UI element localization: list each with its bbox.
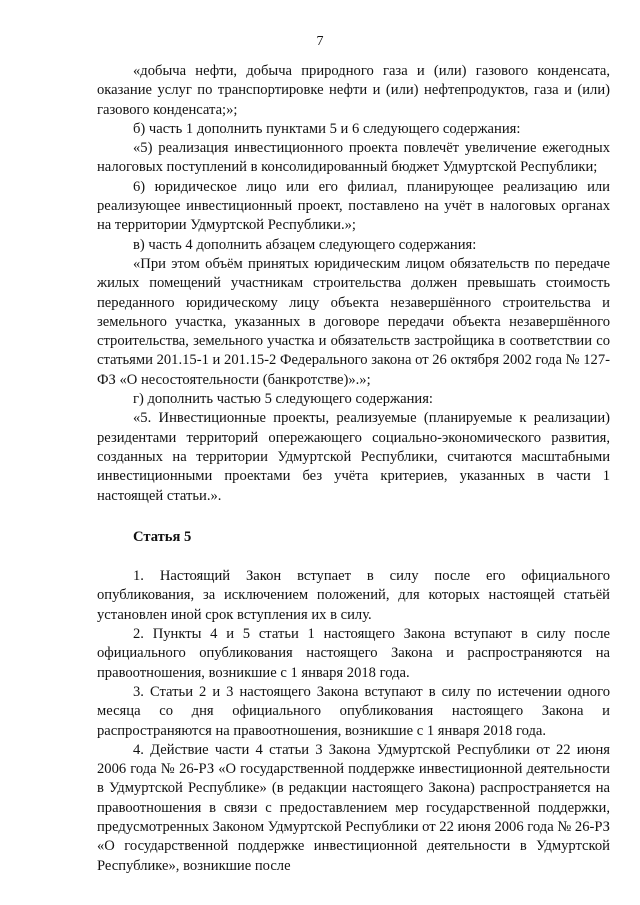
paragraph: «добыча нефти, добыча природного газа и (или) газового конденсата, оказание услуг по транспортировке нефти и (или) нефтепродуктов, газа и (или) газового конденсата;»; xyxy=(97,63,610,118)
article-paragraph: 1. Настоящий Закон вступает в силу после его официального опубликования, за исключением положений, для которых настоящей статьёй установлен иной срок вступления их в силу. xyxy=(97,568,610,623)
paragraph: г) дополнить частью 5 следующего содержания: xyxy=(133,391,433,408)
page-number: 7 xyxy=(316,34,324,49)
paragraph: «При этом объём принятых юридическим лицом обязательств по передаче жилых помещений участникам строительства должен превышать стоимость переданного юридическому лицу объекта незавершённого строительства и земельного участка, указанных в договоре передачи объекта незавершённого строительства, земельного участка и обязательств застройщика в соответствии со статьями 201.15-1 и 201.15-2 Федерального закона от 26 октября 2002 года № 127-ФЗ «О несостоятельности (банкротстве)».»; xyxy=(97,255,610,388)
paragraph: в) часть 4 дополнить абзацем следующего содержания: xyxy=(133,236,477,253)
article-paragraph: 3. Статьи 2 и 3 настоящего Закона вступают в силу по истечении одного месяца со дня официального опубликования настоящего Закона и распространяются на правоотношения, возникшие с 1 января 2018 года. xyxy=(97,683,610,739)
document-body xyxy=(97,62,610,876)
paragraph: 6) юридическое лицо или его филиал, планирующее реализацию или реализующее инвестиционный проект, поставлено на учёт в налоговых органах на территории Удмуртской Республики.»; xyxy=(97,178,610,234)
article-heading: Статья 5 xyxy=(133,528,192,545)
article-paragraph: 2. Пункты 4 и 5 статьи 1 настоящего Закона вступают в силу после официального опубликования настоящего Закона и распространяются на правоотношения, возникшие с 1 января 2018 года. xyxy=(97,626,610,681)
paragraph: «5. Инвестиционные проекты, реализуемые (планируемые к реализации) резидентами территорий опережающего социально-экономического развития, созданных на территории Удмуртской Республики, считаются масштабными инвестиционными проектами без учёта критериев, указанных в части 1 настоящей статьи.». xyxy=(97,410,610,504)
paragraph: б) часть 1 дополнить пунктами 5 и 6 следующего содержания: xyxy=(133,120,521,137)
paragraph: «5) реализация инвестиционного проекта повлечёт увеличение ежегодных налоговых поступлений в консолидированный бюджет Удмуртской Республики; xyxy=(97,140,610,176)
article-paragraph: 4. Действие части 4 статьи 3 Закона Удмуртской Республики от 22 июня 2006 года № 26-РЗ «О государственной поддержке инвестиционной деятельности в Удмуртской Республике» (в редакции настоящего Закона) распространяется на правоотношения в связи с предоставлением мер государственной поддержки, предусмотренных Законом Удмуртской Республики от 22 июня 2006 года № 26-РЗ «О государственной поддержке инвестиционной деятельности в Удмуртской Республике», возникшие после xyxy=(97,741,610,874)
